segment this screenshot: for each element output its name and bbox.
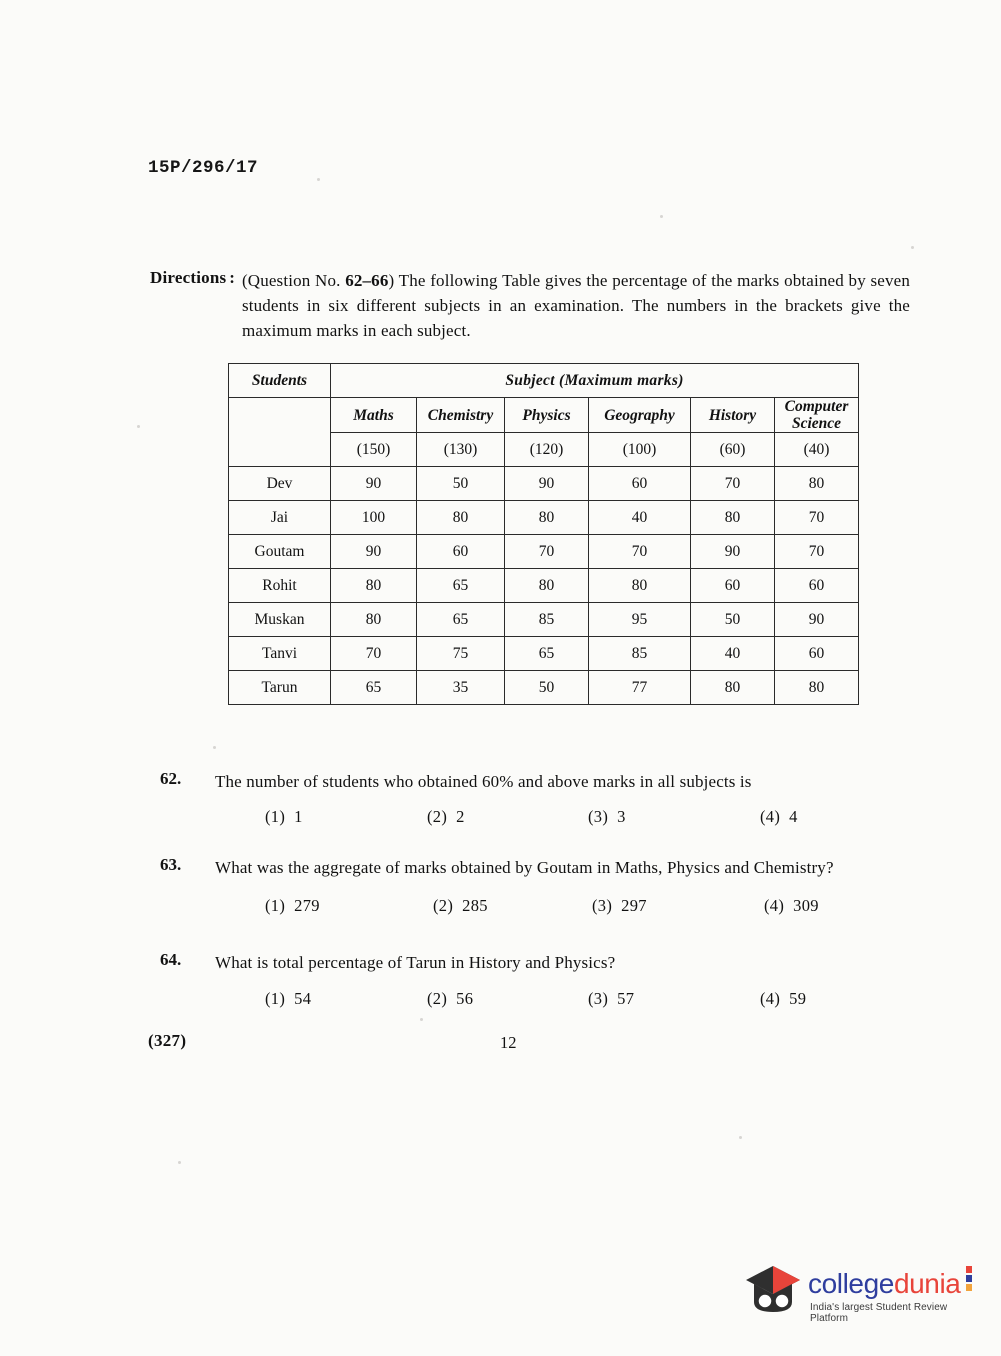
marks-table-wrapper	[228, 363, 858, 705]
option-label: (4)	[760, 989, 781, 1008]
cell-value: 80	[691, 671, 775, 705]
students-header: Students	[229, 364, 331, 398]
cell-value: 90	[331, 535, 417, 569]
question-number: 64.	[160, 950, 182, 969]
cell-value: 85	[589, 637, 691, 671]
table-row	[229, 501, 859, 535]
cell-value: 80	[775, 467, 859, 501]
option-2[interactable]	[427, 807, 465, 827]
cell-value: 50	[417, 467, 505, 501]
cell-value: 100	[331, 501, 417, 535]
student-name: Dev	[229, 467, 331, 501]
option-label: (4)	[764, 896, 785, 915]
cell-value: 80	[331, 603, 417, 637]
cell-value: 85	[505, 603, 589, 637]
question-text: What is total percentage of Tarun in History and Physics?	[215, 953, 616, 972]
option-label: (1)	[265, 989, 286, 1008]
wordmark-part1: college	[808, 1268, 894, 1299]
cell-value: 70	[505, 535, 589, 569]
marks-table	[228, 363, 859, 705]
cell-value: 80	[331, 569, 417, 603]
subject-maths: Maths	[331, 398, 417, 433]
options-row	[215, 989, 920, 1011]
directions-colon: :	[229, 268, 235, 287]
question-number: 62.	[160, 769, 182, 788]
option-value: 2	[456, 807, 465, 826]
paper-code: 15P/296/17	[148, 158, 259, 178]
option-value: 3	[617, 807, 626, 826]
cell-value: 80	[505, 501, 589, 535]
cell-value: 50	[505, 671, 589, 705]
option-value: 279	[294, 896, 320, 915]
cell-value: 90	[775, 603, 859, 637]
scan-speck	[420, 1018, 423, 1021]
scan-speck	[739, 1136, 742, 1139]
cell-value: 80	[691, 501, 775, 535]
cell-value: 60	[775, 569, 859, 603]
table-row	[229, 569, 859, 603]
cell-value: 60	[417, 535, 505, 569]
student-name: Muskan	[229, 603, 331, 637]
table-header-row-2	[229, 398, 859, 433]
option-value: 297	[621, 896, 647, 915]
header-spacer-cell	[229, 398, 331, 467]
cell-value: 35	[417, 671, 505, 705]
option-label: (1)	[265, 807, 286, 826]
option-4[interactable]	[764, 896, 819, 916]
table-row	[229, 535, 859, 569]
question-number: 63.	[160, 855, 182, 874]
option-1[interactable]	[265, 989, 311, 1009]
question-63	[160, 855, 920, 918]
cell-value: 70	[331, 637, 417, 671]
option-value: 59	[789, 989, 807, 1008]
option-2[interactable]	[433, 896, 488, 916]
scan-speck	[317, 178, 320, 181]
collegedunia-watermark	[742, 1258, 972, 1330]
logo-bars-icon	[966, 1266, 972, 1292]
cell-value: 70	[589, 535, 691, 569]
max-marks-chemistry: (130)	[417, 433, 505, 467]
subject-history: History	[691, 398, 775, 433]
directions-text-part1: (Question No.	[241, 271, 346, 290]
student-name: Rohit	[229, 569, 331, 603]
cell-value: 70	[691, 467, 775, 501]
option-label: (4)	[760, 807, 781, 826]
option-value: 4	[789, 807, 798, 826]
student-name: Goutam	[229, 535, 331, 569]
table-row	[229, 603, 859, 637]
option-2[interactable]	[427, 989, 473, 1009]
option-value: 54	[294, 989, 312, 1008]
student-name: Tanvi	[229, 637, 331, 671]
cell-value: 77	[589, 671, 691, 705]
subject-physics: Physics	[505, 398, 589, 433]
student-name: Jai	[229, 501, 331, 535]
max-marks-maths: (150)	[331, 433, 417, 467]
cell-value: 70	[775, 535, 859, 569]
table-row	[229, 671, 859, 705]
student-name: Tarun	[229, 671, 331, 705]
collegedunia-logo-icon	[742, 1260, 804, 1322]
option-label: (3)	[588, 807, 609, 826]
cell-value: 90	[331, 467, 417, 501]
cell-value: 40	[691, 637, 775, 671]
cell-value: 40	[589, 501, 691, 535]
option-value: 57	[617, 989, 635, 1008]
subject-computer-science: Computer Science	[775, 398, 859, 433]
question-62	[160, 769, 920, 829]
question-text: The number of students who obtained 60% and above marks in all subjects is	[215, 772, 752, 791]
max-marks-physics: (120)	[505, 433, 589, 467]
directions-text-part2: ) The following Table gives the percentage of the marks obtained by seven students in six different subjects in an examination. The numbers in the brackets give the maximum marks in each subject.	[241, 271, 910, 340]
option-value: 309	[793, 896, 819, 915]
cell-value: 60	[691, 569, 775, 603]
option-label: (3)	[592, 896, 613, 915]
scan-speck	[178, 1161, 181, 1164]
question-text: What was the aggregate of marks obtained by Goutam in Maths, Physics and Chemistry?	[215, 858, 834, 877]
option-1[interactable]	[265, 807, 303, 827]
subject-header: Subject (Maximum marks)	[331, 364, 859, 398]
table-row	[229, 637, 859, 671]
cell-value: 65	[331, 671, 417, 705]
max-marks-computer-science: (40)	[775, 433, 859, 467]
question-64	[160, 950, 920, 1011]
option-4[interactable]	[760, 807, 798, 827]
option-label: (1)	[265, 896, 286, 915]
wordmark-part2: dunia	[893, 1268, 961, 1299]
cell-value: 80	[775, 671, 859, 705]
option-4[interactable]	[760, 989, 806, 1009]
footer-code: (327)	[148, 1031, 187, 1050]
table-header-row-1	[229, 364, 859, 398]
option-label: (2)	[427, 807, 448, 826]
question-range: 62–66	[345, 271, 389, 290]
directions-text	[242, 268, 910, 343]
option-label: (3)	[588, 989, 609, 1008]
table-row	[229, 467, 859, 501]
option-label: (2)	[427, 989, 448, 1008]
option-value: 56	[456, 989, 474, 1008]
cell-value: 65	[417, 603, 505, 637]
scan-speck	[660, 215, 663, 218]
cell-value: 60	[775, 637, 859, 671]
directions-block	[150, 268, 910, 343]
max-marks-geography: (100)	[589, 433, 691, 467]
cell-value: 60	[589, 467, 691, 501]
cell-value: 80	[505, 569, 589, 603]
scan-speck	[137, 425, 140, 428]
cell-value: 80	[417, 501, 505, 535]
cell-value: 65	[417, 569, 505, 603]
scan-speck	[213, 746, 216, 749]
subject-chemistry: Chemistry	[417, 398, 505, 433]
max-marks-history: (60)	[691, 433, 775, 467]
option-1[interactable]	[265, 896, 320, 916]
cell-value: 90	[691, 535, 775, 569]
directions-label: Directions	[150, 268, 227, 287]
options-row	[215, 807, 920, 829]
cell-value: 80	[589, 569, 691, 603]
option-3[interactable]	[588, 807, 626, 827]
option-value: 285	[462, 896, 488, 915]
cell-value: 95	[589, 603, 691, 637]
cell-value: 75	[417, 637, 505, 671]
cell-value: 65	[505, 637, 589, 671]
option-label: (2)	[433, 896, 454, 915]
options-row	[215, 896, 920, 918]
collegedunia-wordmark	[808, 1268, 960, 1300]
option-3[interactable]	[592, 896, 647, 916]
subject-geography: Geography	[589, 398, 691, 433]
option-value: 1	[294, 807, 303, 826]
collegedunia-tagline: India's largest Student Review Platform	[810, 1302, 948, 1324]
scan-speck	[911, 246, 914, 249]
page-number: 12	[500, 1033, 517, 1052]
cell-value: 90	[505, 467, 589, 501]
cell-value: 70	[775, 501, 859, 535]
option-3[interactable]	[588, 989, 634, 1009]
cell-value: 50	[691, 603, 775, 637]
